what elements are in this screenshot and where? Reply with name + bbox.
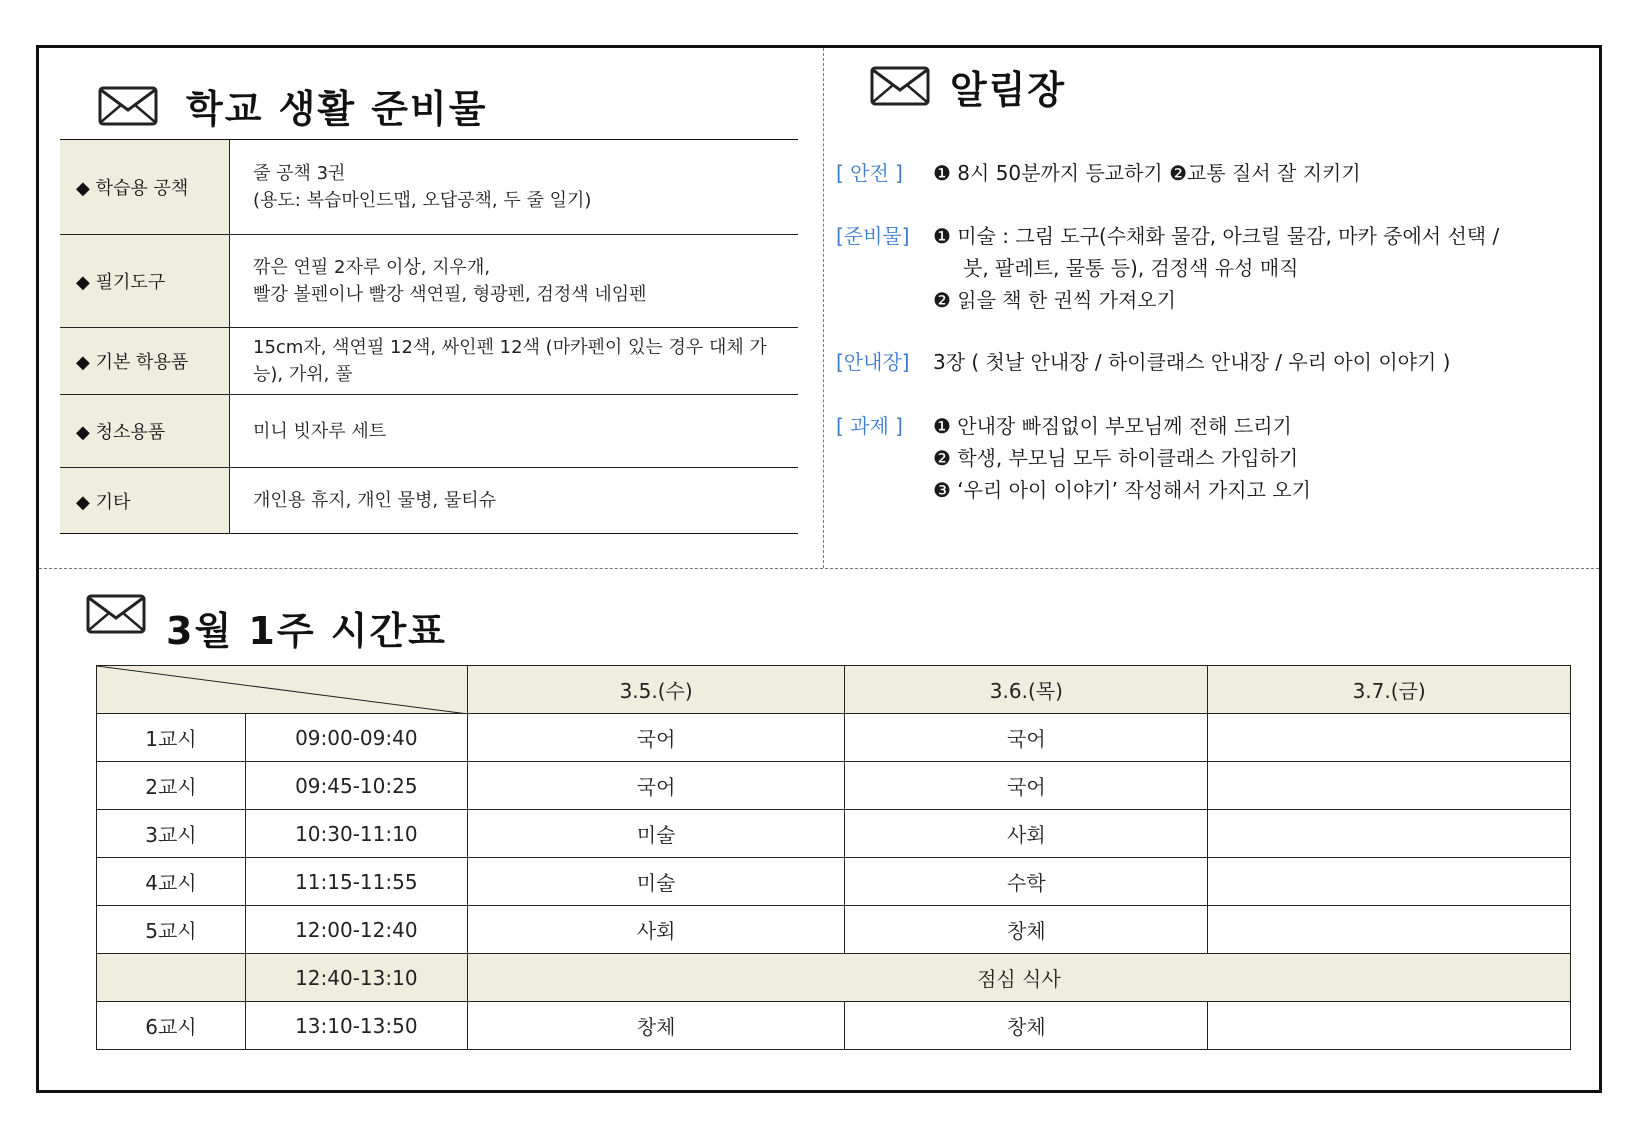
envelope-icon	[86, 594, 146, 634]
subject-cell: 국어	[467, 714, 845, 762]
notice-label: [준비물]	[836, 224, 910, 248]
subject-cell	[1208, 858, 1571, 906]
period-cell: 4교시	[97, 858, 246, 906]
subject-cell: 사회	[467, 906, 845, 954]
time-cell: 12:40-13:10	[245, 954, 467, 1002]
subject-cell	[1208, 810, 1571, 858]
envelope-icon	[98, 86, 158, 126]
time-cell: 10:30-11:10	[245, 810, 467, 858]
timetable-table	[96, 665, 1571, 1050]
envelope-icon	[870, 66, 930, 106]
day-header: 3.7.(금)	[1208, 666, 1571, 714]
period-cell: 6교시	[97, 1002, 246, 1050]
subject-cell: 수학	[845, 858, 1208, 906]
table-row	[97, 810, 1571, 858]
table-row	[60, 140, 798, 235]
subject-cell: 창체	[845, 906, 1208, 954]
table-row	[60, 468, 798, 534]
table-row	[97, 714, 1571, 762]
period-cell: 5교시	[97, 906, 246, 954]
table-row	[60, 328, 798, 395]
supply-value: 개인용 휴지, 개인 물병, 물티슈	[230, 468, 799, 534]
table-row	[97, 906, 1571, 954]
notice-line: ❷ 읽을 책 한 권씩 가져오기	[933, 288, 1176, 312]
notice-line: ❷ 학생, 부모님 모두 하이클래스 가입하기	[933, 446, 1299, 470]
table-header-row	[97, 666, 1571, 714]
timetable-title: 3월 1주 시간표	[166, 609, 447, 653]
supply-value: 줄 공책 3권 (용도: 복습마인드맵, 오답공책, 두 줄 일기)	[230, 140, 799, 235]
period-cell: 1교시	[97, 714, 246, 762]
notice-label: [ 과제 ]	[836, 414, 903, 438]
supply-label: ◆ 학습용 공책	[60, 140, 230, 235]
supply-value: 깎은 연필 2자루 이상, 지우개, 빨강 볼펜이나 빨강 색연필, 형광펜, 검정색 네임펜	[230, 235, 799, 328]
time-cell: 09:00-09:40	[245, 714, 467, 762]
time-cell: 11:15-11:55	[245, 858, 467, 906]
notice-line: 붓, 팔레트, 물통 등), 검정색 유성 매직	[963, 256, 1299, 280]
period-cell: 3교시	[97, 810, 246, 858]
subject-cell: 미술	[467, 810, 845, 858]
table-row	[60, 235, 798, 328]
subject-cell: 국어	[845, 714, 1208, 762]
notice-label: [ 안전 ]	[836, 161, 903, 185]
table-row	[97, 762, 1571, 810]
corner-cell	[97, 666, 468, 714]
notice-line: ❶ 8시 50분까지 등교하기 ❷교통 질서 잘 지키기	[933, 161, 1361, 185]
table-row	[97, 858, 1571, 906]
supply-label: ◆ 필기도구	[60, 235, 230, 328]
subject-cell: 국어	[845, 762, 1208, 810]
horizontal-divider	[39, 568, 1599, 569]
table-row	[60, 395, 798, 468]
period-cell	[97, 954, 246, 1002]
supply-label: ◆ 기본 학용품	[60, 328, 230, 395]
supply-value: 15cm자, 색연필 12색, 싸인펜 12색 (마카펜이 있는 경우 대체 가 능), 가위, 풀	[230, 328, 799, 395]
subject-cell: 미술	[467, 858, 845, 906]
supply-label: ◆ 청소용품	[60, 395, 230, 468]
supplies-title: 학교 생활 준비물	[186, 87, 488, 131]
supply-label: ◆ 기타	[60, 468, 230, 534]
subject-cell: 사회	[845, 810, 1208, 858]
notice-line: ❶ 미술 : 그림 도구(수채화 물감, 아크릴 물감, 마카 중에서 선택 /	[933, 224, 1500, 248]
supplies-table	[60, 139, 798, 534]
notice-title: 알림장	[950, 68, 1067, 112]
notice-line: ❸ ‘우리 아이 이야기’ 작성해서 가지고 오기	[933, 478, 1311, 502]
subject-cell: 창체	[845, 1002, 1208, 1050]
time-cell: 09:45-10:25	[245, 762, 467, 810]
time-cell: 12:00-12:40	[245, 906, 467, 954]
notice-line: ❶ 안내장 빠짐없이 부모님께 전해 드리기	[933, 414, 1292, 438]
day-header: 3.6.(목)	[845, 666, 1208, 714]
notice-label: [안내장]	[836, 350, 910, 374]
subject-cell	[1208, 1002, 1571, 1050]
subject-cell	[1208, 714, 1571, 762]
day-header: 3.5.(수)	[467, 666, 845, 714]
subject-cell: 창체	[467, 1002, 845, 1050]
time-cell: 13:10-13:50	[245, 1002, 467, 1050]
subject-cell: 국어	[467, 762, 845, 810]
notice-line: 3장 ( 첫날 안내장 / 하이클래스 안내장 / 우리 아이 이야기 )	[933, 350, 1451, 374]
lunch-row	[97, 954, 1571, 1002]
subject-cell	[1208, 906, 1571, 954]
supply-value: 미니 빗자루 세트	[230, 395, 799, 468]
vertical-divider	[823, 48, 824, 568]
lunch-cell: 점심 식사	[467, 954, 1570, 1002]
subject-cell	[1208, 762, 1571, 810]
period-cell: 2교시	[97, 762, 246, 810]
table-row	[97, 1002, 1571, 1050]
